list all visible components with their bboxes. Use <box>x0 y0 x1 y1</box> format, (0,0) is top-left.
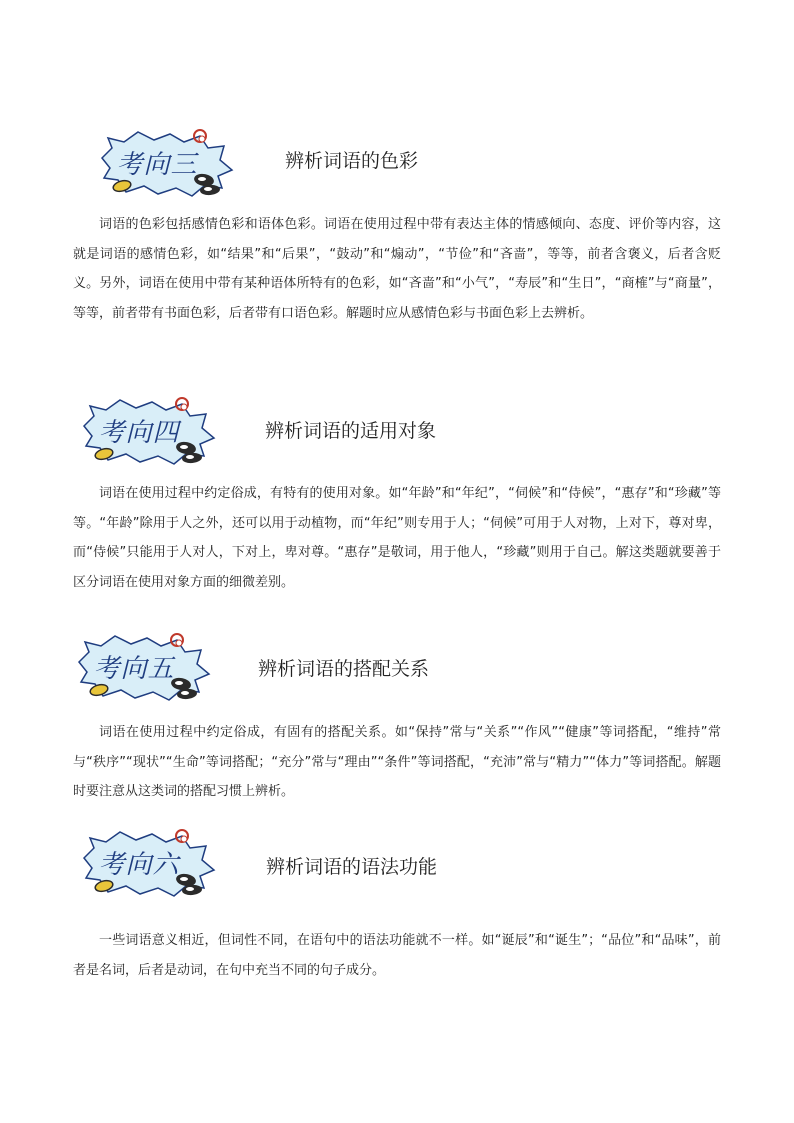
section-paragraph: 词语在使用过程中约定俗成，有特有的使用对象。如“年龄”和“年纪”，“伺候”和“侍候”，“惠存”和“珍藏”等等。“年龄”除用于人之外，还可以用于动植物，而“年纪”则专用于人；“伺候”可用于人对物，上对下，尊对卑，而“侍候”只能用于人对人，下对上，卑对尊。“惠存”是敬词，用于他人，“珍藏”则用于自己。解这类题就要善于区分词语在使用对象方面的细微差别。 <box>73 486 721 590</box>
section-title: 辨析词语的语法功能 <box>266 856 438 878</box>
section-badge <box>80 398 220 466</box>
badge-label: 考向五 <box>93 654 175 684</box>
section-paragraph: 词语的色彩包括感情色彩和语体色彩。词语在使用过程中带有表达主体的情感倾向、态度、评价等内容，这就是词语的感情色彩，如“结果”和“后果”，“鼓动”和“煽动”，“节俭”和“吝啬”，等等，前者含褒义，后者含贬义。另外，词语在使用中带有某种语体所特有的色彩，如“吝啬”和“小气”，“寿辰”和“生日”，“商榷”与“商量”，等等，前者带有书面色彩，后者带有口语色彩。解题时应从感情色彩与书面色彩上去辨析。 <box>73 217 721 321</box>
badge-label: 考向四 <box>98 418 180 448</box>
section-badge <box>75 634 215 702</box>
section-paragraph: 一些词语意义相近，但词性不同，在语句中的语法功能就不一样。如“诞辰”和“诞生”；“品位”和“品味”，前者是名词，后者是动词，在句中充当不同的句子成分。 <box>73 933 721 978</box>
section-title: 辨析词语的搭配关系 <box>258 658 430 680</box>
section-badge <box>80 830 220 898</box>
section-paragraph: 词语在使用过程中约定俗成，有固有的搭配关系。如“保持”常与“关系”“作风”“健康”等词搭配，“维持”常与“秩序”“现状”“生命”等词搭配；“充分”常与“理由”“条件”等词搭配，“充沛”常与“精力”“体力”等词搭配。解题时要注意从这类词的搭配习惯上辨析。 <box>73 725 721 799</box>
section-title: 辨析词语的适用对象 <box>265 420 437 442</box>
section-title: 辨析词语的色彩 <box>285 150 419 172</box>
badge-label: 考向六 <box>98 850 180 880</box>
badge-label: 考向三 <box>116 150 198 180</box>
section-badge <box>98 130 238 198</box>
